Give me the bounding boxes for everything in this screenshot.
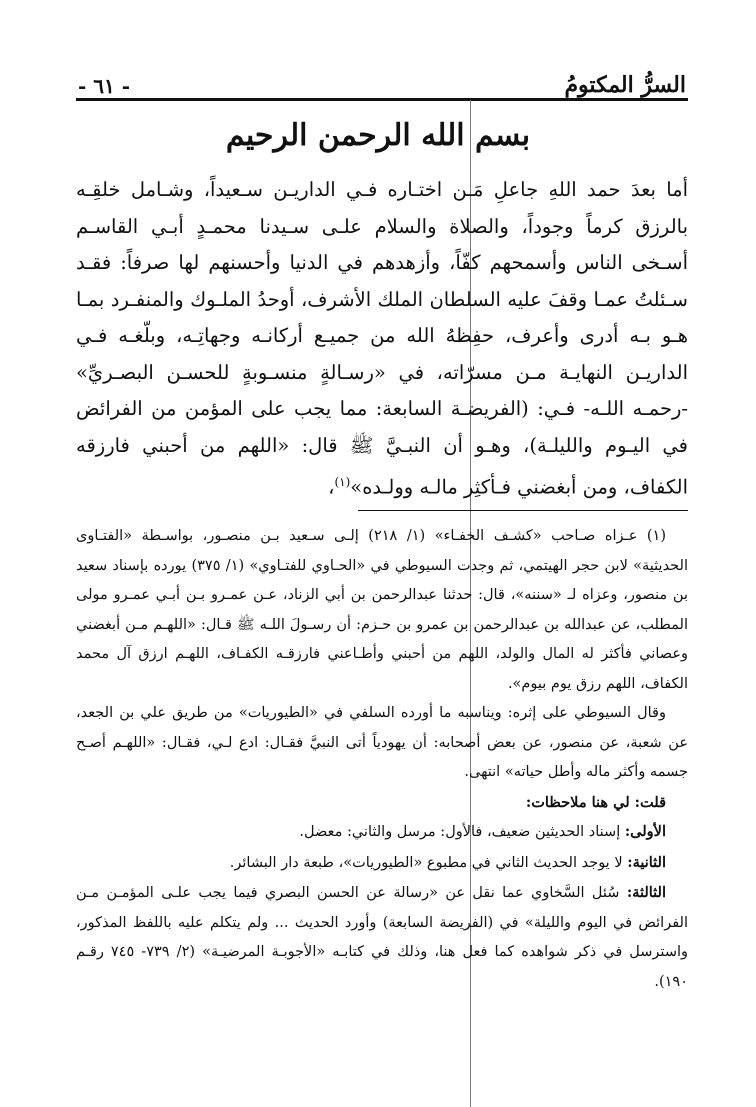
header-rule xyxy=(76,98,688,101)
footnote-1: (١) عـزاه صـاحب «كشـف الخفـاء» (١/ ٢١٨) إلـى سـعيد بـن منصـور، بواسـطة «الفتـاوى الحديثية» لابن حجر الهيتمي، ثم وجدت السيوطي في «الحـاوي للفتـاوي» (١/ ٣٧٥) يورده بإسناد سعيد بن منصور، وعزاه لـ «سننه»، قال: حدثنا عبدالرحمن بن أبي الزناد، عـن عمـرو بـن أبـي عمـرو مولى المطلب، عن عبدالله بن عبدالرحمن بن عمرو بن حـزم: أن رسـولَ اللـه ﷺ قـال: «اللهـم مـن أبغضني وعصاني فأكثر له المال والولد، اللهم من أحبني وأطـاعني فارزقـه الكفـاف، اللهـم ارزق آل محمد الكفاف، اللهم رزق يوم بيوم». xyxy=(76,528,688,692)
footnote-paragraph-suyuti: وقال السيوطي على إثره: ويناسبه ما أورده السلفي في «الطيوريات» من طريق علي بن الجعد، عن شعبة، عن منصور، عن بعض أصحابه: أن يهودياً أتى النبيَّ فقـال: ادع لـي، فقـال: «اللهـم أصـح جسمه وأكثر ماله وأطل حياته» انتهى. xyxy=(76,705,688,780)
remark-first-label: الأولى: xyxy=(624,823,666,840)
footnote-marker: (١) xyxy=(334,475,351,489)
remark-second-text: لا يوجد الحديث الثاني في مطبوع «الطيوريات»، طبعة دار البشائر. xyxy=(229,854,623,871)
remark-first-text: إسناد الحديثين ضعيف، فالأول: مرسل والثاني: معضل. xyxy=(299,824,621,840)
footnotes xyxy=(76,522,688,997)
basmala: بسم الله الرحمن الرحيم xyxy=(225,118,531,153)
remark-first xyxy=(76,817,688,848)
page-number: - ٦١ - xyxy=(78,74,131,98)
remark-third-label: الثالثة: xyxy=(626,884,667,901)
remark-second-label: الثانية: xyxy=(627,853,666,871)
book-title: السرُّ المكتومُ xyxy=(564,72,686,98)
remark-third xyxy=(76,878,688,997)
remark-second xyxy=(76,848,688,879)
running-header xyxy=(78,58,686,98)
main-paragraph-end: ، xyxy=(328,475,335,499)
footnote-divider xyxy=(358,510,688,511)
main-paragraph xyxy=(76,172,688,506)
remark-third-text: سُئل السَّخاوي عما نقل عن «رسالة عن الحسن البصري فيما يجب علـى المؤمـن مـن الفرائض في اليوم والليلة» في (الفريضة السابعة) وأورد الحديث ... ولم يتكلم عليه باللفظ المذكور، واسترسل في ذكر شواهده كما فعل هنا، وذلك في كتابـه «الأجوبـة المرضيـة» (٢/ ٧٣٩- ٧٤٥ رقـم ١٩٠). xyxy=(76,885,688,990)
footnote-remarks-intro: قلت: لي هنا ملاحظات: xyxy=(525,793,666,811)
main-text xyxy=(76,172,688,506)
main-paragraph-text: أما بعدَ حمد اللهِ جاعلِ مَـن اختـاره فـي الداريـن سـعيداً، وشـامل خلقِـه بالرزق كرماً وجوداً، والصلاة والسلام علـى سـيدنا محمـدٍ أبـي القاسـم أسـخى الناس وأسمحهم كفّاً، وأزهدهم في الدنيا وأحسنهم لها صرفاً: فقـد سـئلتُ عمـا وقفَ عليه السلطان الملك الأشرف، أوحدُ الملـوك والمنفـرد بمـا هـو بـه أدرى وأعرف، حفِظهُ الله من جميـع أركانـه وجهاتِـه، وبلّغـه فـي الداريـن النهايـة مـن مسرّاته، في «رسـالةٍ منسـوبةٍ للحسـن البصـريِّ» -رحمـه اللـه- فـي: (الفريضـة السابعة: مما يجب على المؤمن من الفرائض في اليـوم والليلـة)، وهـو أن النبـيَّ ﷺ قال: «اللهم من أحبني فارزقه الكفاف، ومن أبغضني فـأكثِر مالـه وولـده» xyxy=(76,178,688,499)
